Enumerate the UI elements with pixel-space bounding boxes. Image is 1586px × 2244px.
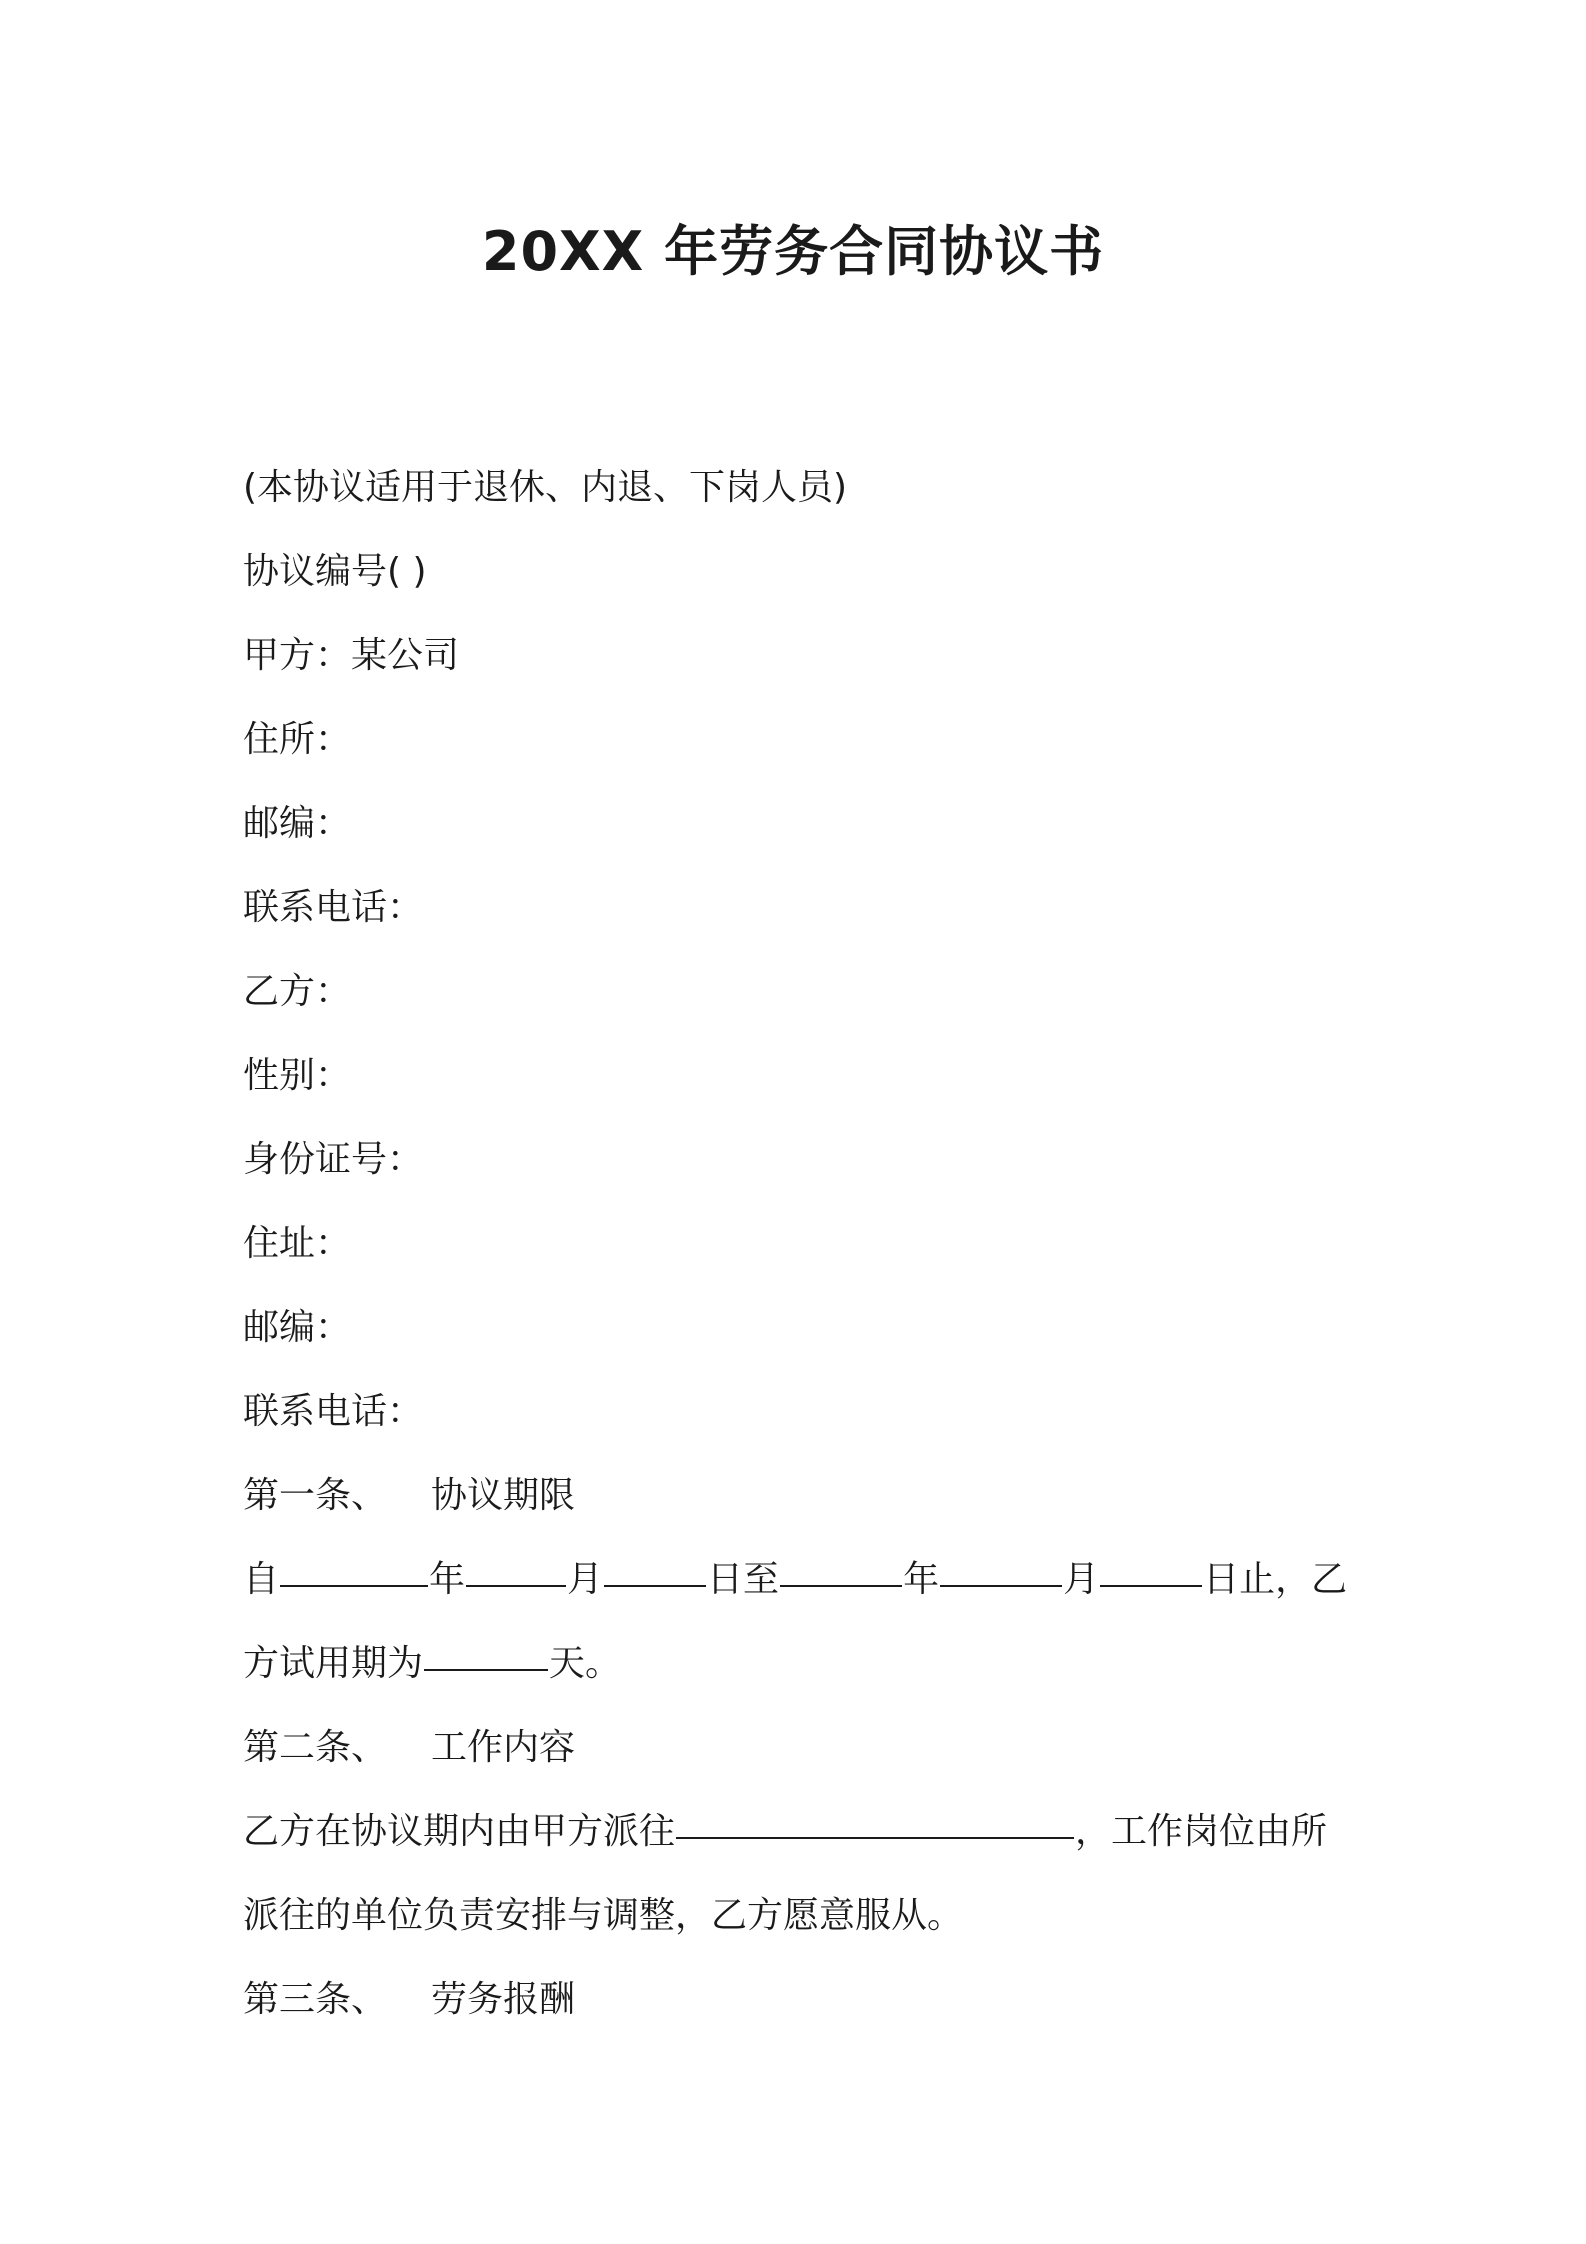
article-2-line-2: 派往的单位负责安排与调整，乙方愿意服从。 [243, 1895, 964, 1936]
end-year-blank[interactable] [780, 1551, 902, 1587]
agreement-number: 协议编号( ) [243, 551, 427, 592]
article-3-number: 第三条、 [243, 1979, 388, 2020]
party-b-postcode: 邮编： [243, 1307, 352, 1348]
party-a-label: 甲方： [243, 635, 352, 676]
probation-days-text: 天。 [549, 1643, 622, 1684]
probation-days-blank[interactable] [424, 1635, 548, 1671]
term-month-text: 月 [567, 1559, 604, 1600]
party-b-address: 住址： [243, 1223, 352, 1264]
party-b-phone: 联系电话： [243, 1391, 424, 1432]
article-3-heading [243, 1958, 1358, 2042]
term-from-text: 自 [243, 1559, 280, 1600]
article-1-term-line [243, 1538, 1358, 1622]
article-2-number: 第二条、 [243, 1727, 388, 1768]
start-month-blank[interactable] [466, 1551, 566, 1587]
article-1-title: 协议期限 [431, 1475, 576, 1516]
work-content-text: 乙方在协议期内由甲方派往 [243, 1811, 676, 1852]
work-content-text: ，工作岗位由所 [1075, 1811, 1328, 1852]
article-1-probation-line [243, 1622, 1358, 1706]
article-1-heading [243, 1454, 1358, 1538]
start-day-blank[interactable] [604, 1551, 706, 1587]
article-3-title: 劳务报酬 [431, 1979, 576, 2020]
party-a-line [243, 614, 1358, 698]
start-year-blank[interactable] [280, 1551, 428, 1587]
dispatch-unit-blank[interactable] [676, 1803, 1074, 1839]
party-b-id-number: 身份证号： [243, 1139, 424, 1180]
party-b-label: 乙方： [243, 971, 352, 1012]
term-month-text: 月 [1063, 1559, 1100, 1600]
party-a-postcode: 邮编： [243, 803, 352, 844]
term-year-text: 年 [903, 1559, 940, 1600]
party-a-phone: 联系电话： [243, 887, 424, 928]
applicability-note: (本协议适用于退休、内退、下岗人员) [243, 467, 848, 508]
document-title: 20XX 年劳务合同协议书 [481, 220, 1105, 283]
term-day-end-text: 日止，乙 [1203, 1559, 1348, 1600]
article-2-title: 工作内容 [431, 1727, 576, 1768]
party-b-gender: 性别： [243, 1055, 352, 1096]
document-body [243, 446, 1358, 2042]
probation-text: 方试用期为 [243, 1643, 424, 1684]
article-1-number: 第一条、 [243, 1475, 388, 1516]
end-month-blank[interactable] [940, 1551, 1062, 1587]
term-year-text: 年 [429, 1559, 466, 1600]
article-2-heading [243, 1706, 1358, 1790]
article-2-line-1 [243, 1790, 1358, 1874]
party-a-value: 某公司 [351, 635, 460, 676]
term-day-to-text: 日至 [707, 1559, 780, 1600]
party-a-address: 住所： [243, 719, 352, 760]
end-day-blank[interactable] [1100, 1551, 1202, 1587]
